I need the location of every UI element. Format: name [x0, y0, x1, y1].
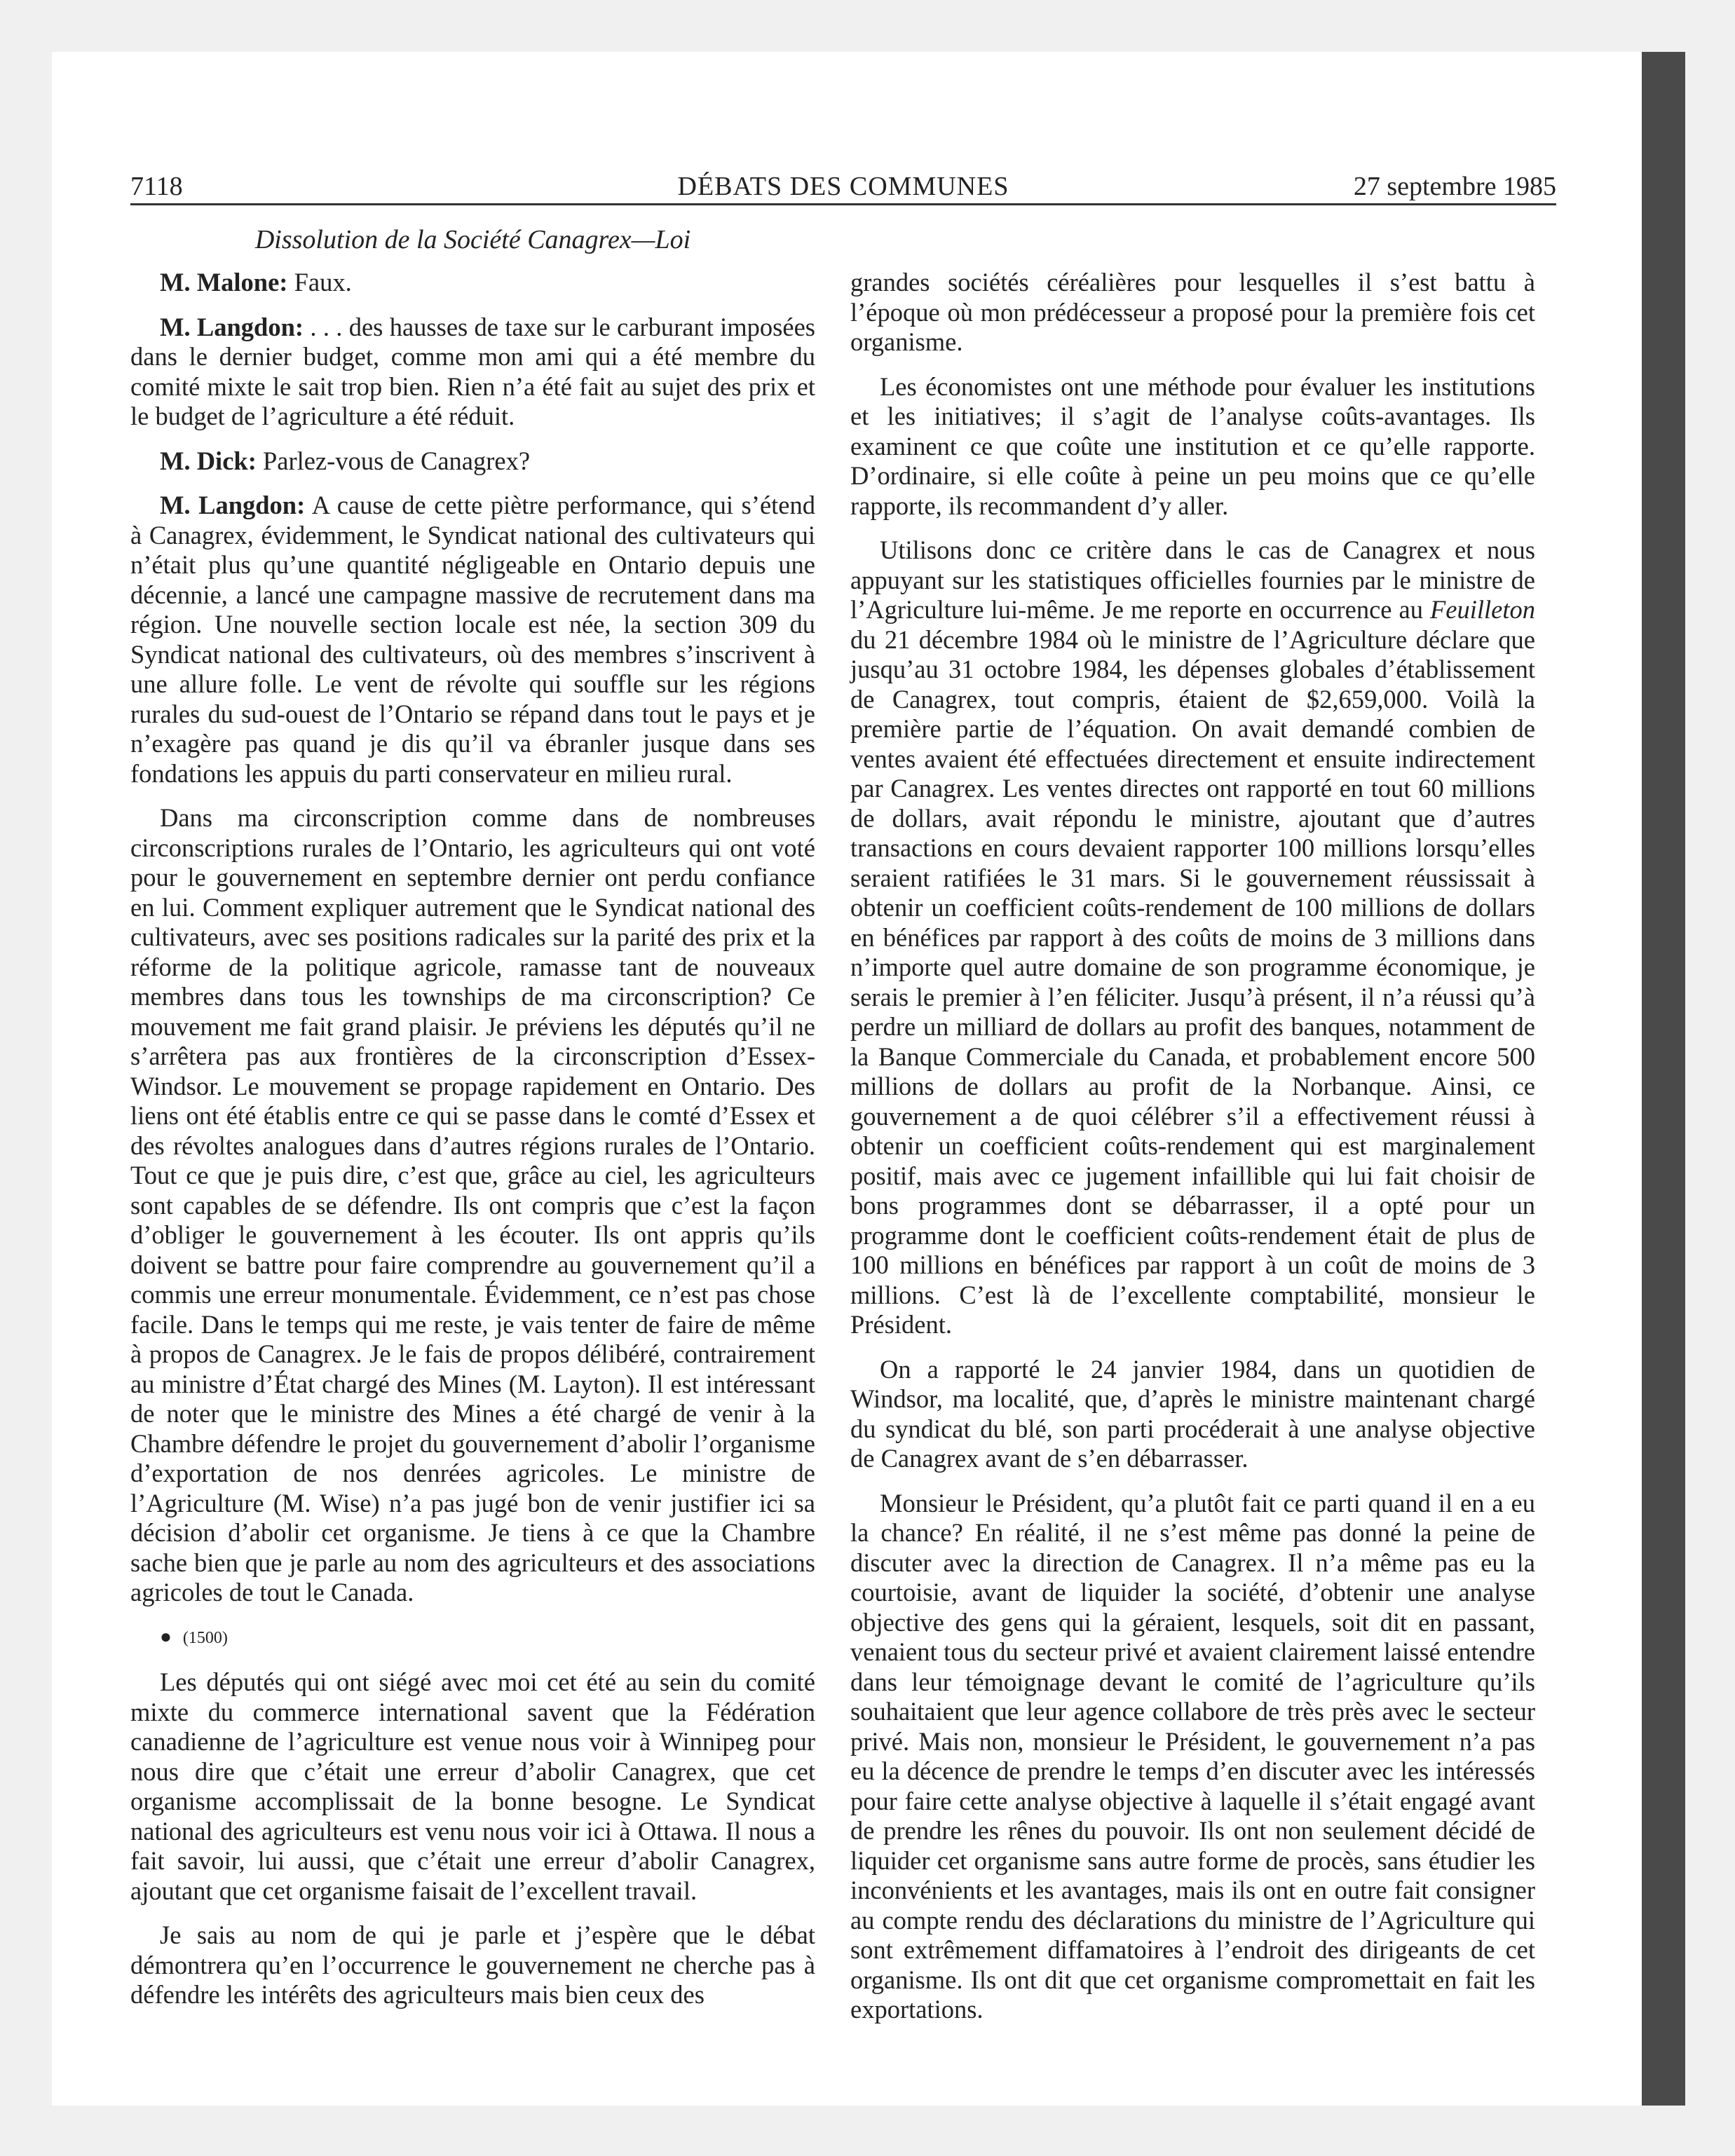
paragraph: Je sais au nom de qui je parle et j’espère que le débat démontrera qu’en l’occurrence le gouvernement ne cherche pas à défendre les intérêts des agriculteurs mais bien ceux des: [130, 1920, 815, 2009]
speech-text: du 21 décembre 1984 où le ministre de l’Agriculture déclare que jusqu’au 31 octobre 1984, les dépenses globales d’établissement de Canagrex, tout compris, étaient de $2,659,000. Voilà la première partie de l’équation. On avait demandé combien de ventes avaient été effectuées directement et ensuite indirectement par Canagrex. Les ventes directes ont rapporté en tout 60 millions de dollars, avait répondu le ministre, ajoutant que d’autres transactions en cours devaient rapporter 100 millions lorsqu’elles seraient ratifiées le 31 mars. Si le gouvernement réussissait à obtenir un coefficient coûts-rendement de 100 millions de dollars en bénéfices par rapport à des coûts de moins de 3 millions dans n’importe quel autre domaine de son programme économique, je serais le premier à l’en féliciter. Jusqu’à présent, il n’a réussi qu’à perdre un milliard de dollars au profit des banques, notamment de la Banque Commerciale du Canada, et probablement encore 500 millions de dollars au profit de la Norbanque. Ainsi, ce gouvernement a de quoi célébrer s’il a effectivement réussi à obtenir un coefficient coûts-rendement qui est marginalement positif, mais avec ce jugement infaillible qui lui fait choisir de bons programmes dont se débarrasser, il a opté pour un programme dont le coefficient coûts-rendement était de plus de 100 millions en bénéfices par rapport à un coût de moins de 3 millions. C’est là de l’excellente comptabilité, monsieur le Président.: [850, 625, 1535, 1339]
time-marker: [130, 1623, 815, 1653]
left-column: [130, 268, 815, 2025]
speech-text: Faux.: [287, 268, 352, 296]
speech-text: . . . des hausses de taxe sur le carburant imposées dans le dernier budget, comme mon ami qui a été membre du comité mixte le sait trop bien. Rien n’a été fait au sujet des prix et le budget de l’agriculture a été réduit.: [130, 312, 815, 430]
page-number: 7118: [130, 172, 183, 201]
speech-text: Dans ma circonscription comme dans de nombreuses circonscriptions rurales de l’Ontario, les agriculteurs qui ont voté pour le gouvernement en septembre dernier ont perdu confiance en lui. Comment expliquer autrement que le Syndicat national des cultivateurs, avec ses positions radicales sur la parité des prix et la réforme de la politique agricole, ramasse tant de nouveaux membres dans tous les townships de ma circonscription? Ce mouvement me fait grand plaisir. Je préviens les députés qu’il ne s’arrêtera pas aux frontières de la circonscription d’Essex-Windsor. Le mouvement se propage rapidement en Ontario. Des liens ont été établis entre ce qui se passe dans le comté d’Essex et des révoltes analogues dans d’autres régions rurales de l’Ontario. Tout ce que je puis dire, c’est que, grâce au ciel, les agriculteurs sont capables de se défendre. Ils ont compris que c’est la façon d’obliger le gouvernement à les écouter. Ils ont appris qu’ils doivent se battre pour faire comprendre au gouvernement qu’il a commis une erreur monumentale. Évidemment, ce n’est pas chose facile. Dans le temps qui me reste, je vais tenter de faire de même à propos de Canagrex. Je le fais de propos délibéré, contrairement au ministre d’État chargé des Mines (M. Layton). Il est intéressant de noter que le ministre des Mines a été chargé de venir à la Chambre défendre le projet du gouvernement d’abolir l’organisme d’exportation de nos denrées agricoles. Le ministre de l’Agriculture (M. Wise) n’a pas jugé bon de venir justifier ici sa décision d’abolir cet organisme. Je tiens à ce que la Chambre sache bien que je parle au nom des agriculteurs et des associations agricoles de tout le Canada.: [130, 803, 815, 1606]
speaker-name: M. Langdon:: [160, 312, 304, 341]
paragraph: [850, 535, 1535, 1340]
speaker-name: M. Dick:: [160, 446, 257, 475]
speech-text: Parlez-vous de Canagrex?: [256, 446, 531, 475]
speaker-name: M. Malone:: [160, 268, 288, 296]
time-marker-text: (1500): [182, 1628, 228, 1647]
speech-text: A cause de cette piètre performance, qui s’étend à Canagrex, évidemment, le Syndicat national des cultivateurs qui n’était plus qu’une quantité négligeable en Ontario depuis une décennie, a lancé une campagne massive de recrutement dans ma région. Une nouvelle section locale est née, la section 309 du Syndicat national des cultivateurs, où des membres s’inscrivent à une allure folle. Le vent de révolte qui souffle sur les régions rurales du sud-ouest de l’Ontario se répand dans tout le pays et je n’exagère pas quand je dis qu’il va ébranler jusque dans ses fondations les appuis du parti conservateur en milieu rural.: [130, 491, 815, 788]
paragraph: [130, 268, 815, 298]
paragraph: [130, 491, 815, 789]
scan-edge: [1642, 52, 1685, 2106]
paragraph: Les économistes ont une méthode pour évaluer les institutions et les initiatives; il s’agit de l’analyse coûts-avantages. Ils examinent ce que coûte une institution et ce qu’elle rapporte. D’ordinaire, si elle coûte à peine un peu moins que ce qu’elle rapporte, ils recommandent d’y aller.: [850, 371, 1535, 520]
right-column: [850, 268, 1535, 2040]
speaker-name: M. Langdon:: [160, 491, 306, 519]
paragraph: [130, 313, 815, 432]
bullet-icon: ●: [160, 1625, 172, 1648]
speech-text: Utilisons donc ce critère dans le cas de Canagrex et nous appuyant sur les statistiques officielles fournies par le ministre de l’Agriculture lui-même. Je me reporte en occurrence au: [850, 535, 1535, 624]
paragraph: grandes sociétés céréalières pour lesquelles il s’est battu à l’époque où mon prédécesseur a proposé pour la première fois cet organisme.: [850, 268, 1535, 356]
paragraph: [130, 446, 815, 477]
paragraph: On a rapporté le 24 janvier 1984, dans un quotidien de Windsor, ma localité, que, d’après le ministre maintenant chargé du syndicat du blé, son parti procéderait à une analyse objective de Canagrex avant de s’en débarrasser.: [850, 1354, 1535, 1473]
paragraph: Les députés qui ont siégé avec moi cet été au sein du comité mixte du commerce international savent que la Fédération canadienne de l’agriculture est venue nous voir à Winnipeg pour nous dire que c’était une erreur d’abolir Canagrex, que cet organisme accomplissait de la bonne besogne. Le Syndicat national des agriculteurs est venu nous voir ici à Ottawa. Il nous a fait savoir, lui aussi, que c’était une erreur d’abolir Canagrex, ajoutant que cet organisme faisait de l’excellent travail.: [130, 1667, 815, 1905]
publication-title: DÉBATS DES COMMUNES: [677, 172, 1009, 201]
header-rule: [130, 203, 1556, 205]
paragraph: Monsieur le Président, qu’a plutôt fait ce parti quand il en a eu la chance? En réalité, il ne s’est même pas donné la peine de discuter avec la direction de Canagrex. Il n’a même pas eu la courtoisie, avant de liquider la société, d’obtenir une analyse objective des gens qui la géraient, lesquels, soit dit en passant, venaient tous du secteur privé et avaient clairement laissé entendre dans leur témoignage devant le comité de l’agriculture qu’ils souhaitaient que leur agence collabore de très près avec le secteur privé. Mais non, monsieur le Président, le gouvernement n’a pas eu la décence de prendre le temps d’en discuter avec les intéressés pour faire cette analyse objective à laquelle il s’était engagé avant de prendre les rênes du pouvoir. Ils ont non seulement décidé de liquider cet organisme sans autre forme de procès, sans étudier les inconvénients et les avantages, mais ils ont en outre fait consigner au compte rendu des déclarations du ministre de l’Agriculture qui sont extrêmement diffamatoires à l’endroit des dirigeants de cet organisme. Ils ont dit que cet organisme compromettait en fait les exportations.: [850, 1488, 1535, 2024]
section-subtitle: Dissolution de la Société Canagrex—Loi: [254, 225, 691, 254]
paragraph: [130, 803, 815, 1608]
italic-title: Feuilleton: [1429, 595, 1535, 624]
page-header: [130, 168, 1556, 205]
page-date: 27 septembre 1985: [1353, 172, 1556, 201]
